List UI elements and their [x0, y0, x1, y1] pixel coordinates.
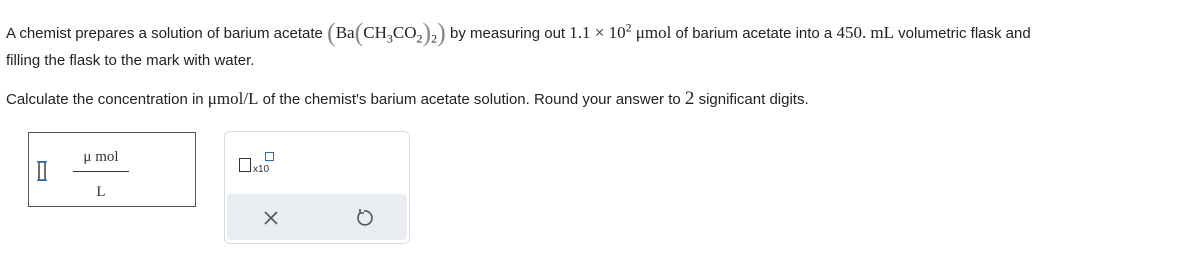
volume-unit: mL	[870, 23, 894, 42]
close-paren: )	[437, 18, 446, 47]
answer-input-box[interactable]	[28, 132, 196, 207]
question-line-2: filling the flask to the mark with water.	[6, 52, 255, 69]
sig-figs: 2	[684, 88, 695, 109]
undo-icon[interactable]	[352, 206, 376, 230]
chemical-formula: $Ba(CH_3CO_2)_2$	[335, 18, 438, 47]
open-paren: (	[327, 18, 336, 47]
question-text: by measuring out	[450, 25, 566, 42]
question-text: A chemist prepares a solution of barium acetate	[6, 25, 323, 42]
question-text: of barium acetate into a	[675, 25, 833, 42]
question-text: of the chemist's barium acetate solution. Round your answer to	[262, 91, 681, 108]
close-icon[interactable]	[259, 206, 283, 230]
unit-denominator: L	[96, 184, 106, 200]
unit-fraction	[73, 149, 129, 201]
mantissa-box-icon	[239, 158, 251, 172]
exponent-box-icon	[265, 152, 274, 161]
volume-value: 450.	[836, 23, 867, 42]
amount-unit: μmol	[635, 23, 672, 42]
scientific-notation-button[interactable]	[239, 148, 281, 178]
question-line-3	[6, 88, 809, 110]
tool-panel	[224, 131, 410, 244]
amount-value: $1.1 \times 10^2$	[569, 20, 632, 42]
answer-input-cursor-icon[interactable]	[37, 161, 47, 181]
question-text: Calculate the concentration in	[6, 91, 204, 108]
question-text: volumetric flask and	[898, 25, 1031, 42]
action-bar	[227, 194, 407, 240]
unit-numerator: μ mol	[73, 149, 129, 172]
concentration-unit: μmol/L	[207, 89, 259, 108]
question-text: significant digits.	[698, 91, 809, 108]
question-line-1	[6, 15, 1031, 46]
x10-label: x10	[253, 164, 270, 175]
